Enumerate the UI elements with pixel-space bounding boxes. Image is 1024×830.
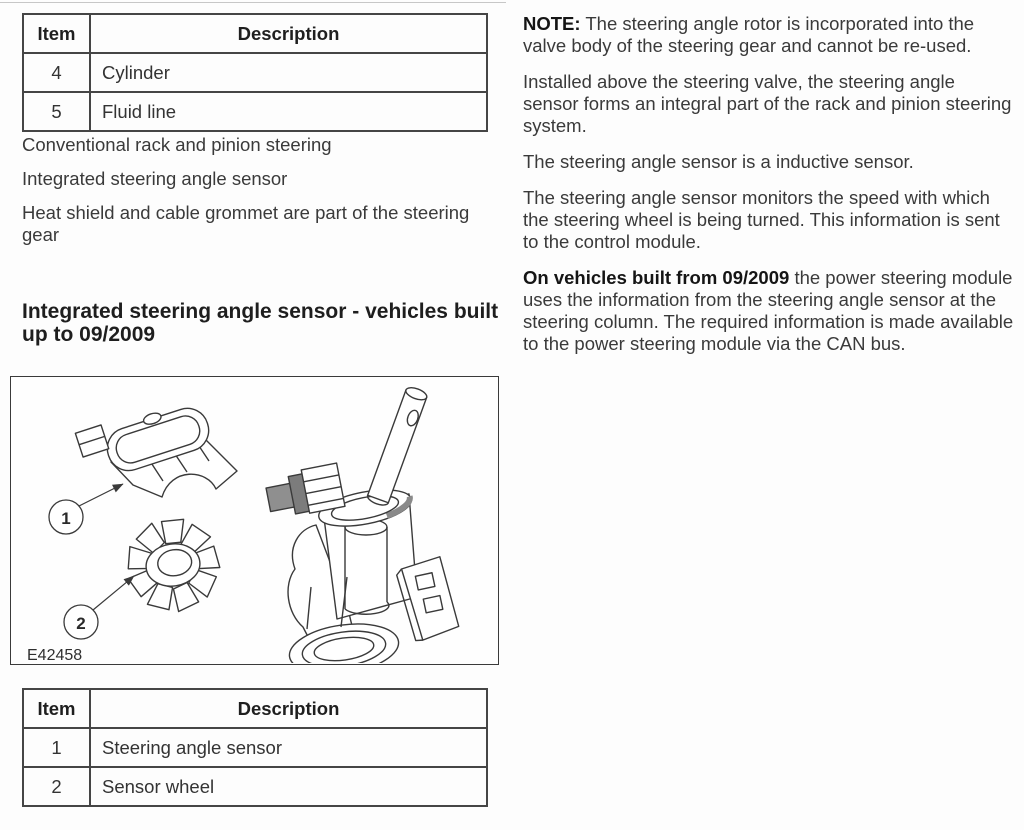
figure-frame: [10, 376, 499, 665]
note-paragraph: Integrated steering angle sensor: [22, 168, 288, 189]
description-cell: Fluid line: [90, 92, 487, 131]
steering-shaft-drawing: [366, 385, 428, 507]
body-paragraph: Installed above the steering valve, the steering angle sensor forms an integral part of the rack and pinion steering system.: [523, 71, 1012, 136]
parts-table-top: [22, 13, 488, 132]
body-paragraph: The steering angle sensor monitors the speed with which the steering wheel is being turned. This information is sent to the control module.: [523, 187, 1000, 252]
note-callout-paragraph: [523, 13, 1014, 57]
right-text-column: [523, 13, 1014, 369]
table-header-row: [23, 14, 487, 53]
sensor-wheel-drawing: [119, 512, 225, 619]
column-header-description: Description: [90, 14, 487, 53]
note-text: The steering angle rotor is incorporated into the valve body of the steering gear and cannot be re-used.: [523, 13, 975, 56]
note-paragraph: Conventional rack and pinion steering: [22, 134, 332, 155]
table-row: [23, 767, 487, 806]
from-2009-lead: On vehicles built from 09/2009: [523, 267, 790, 288]
table-row: [23, 92, 487, 131]
note-paragraph: Heat shield and cable grommet are part of the steering gear: [22, 202, 470, 245]
table-header-row: [23, 689, 487, 728]
from-2009-paragraph: [523, 267, 1014, 355]
callout-1: [49, 484, 123, 534]
note-lead: NOTE:: [523, 13, 581, 34]
figure-code-label: E42458: [27, 647, 83, 663]
item-number-cell: 1: [23, 728, 90, 767]
description-cell: Sensor wheel: [90, 767, 487, 806]
table-row: [23, 53, 487, 92]
left-notes-block: [22, 134, 494, 258]
item-number-cell: 5: [23, 92, 90, 131]
section-heading: Integrated steering angle sensor - vehicles built up to 09/2009: [22, 300, 499, 346]
table-row: [23, 728, 487, 767]
callout-2-number: 2: [76, 614, 86, 633]
scan-artifact-line: [0, 2, 506, 3]
from-2009-text: the power steering module uses the information from the steering angle sensor at the steering column. The required information is made available to the power steering module via the CAN bus.: [523, 267, 1014, 354]
callout-2: [64, 576, 134, 639]
steering-column-diagram: [11, 377, 497, 663]
column-header-description: Description: [90, 689, 487, 728]
column-header-item: Item: [23, 14, 90, 53]
description-cell: Cylinder: [90, 53, 487, 92]
body-paragraph: The steering angle sensor is a inductive sensor.: [523, 151, 914, 172]
description-cell: Steering angle sensor: [90, 728, 487, 767]
parts-table-bottom: [22, 688, 488, 807]
item-number-cell: 2: [23, 767, 90, 806]
steering-angle-sensor-drawing: [75, 398, 237, 497]
column-header-item: Item: [23, 689, 90, 728]
callout-1-number: 1: [61, 509, 71, 528]
item-number-cell: 4: [23, 53, 90, 92]
steering-column-drawing: [264, 385, 460, 663]
